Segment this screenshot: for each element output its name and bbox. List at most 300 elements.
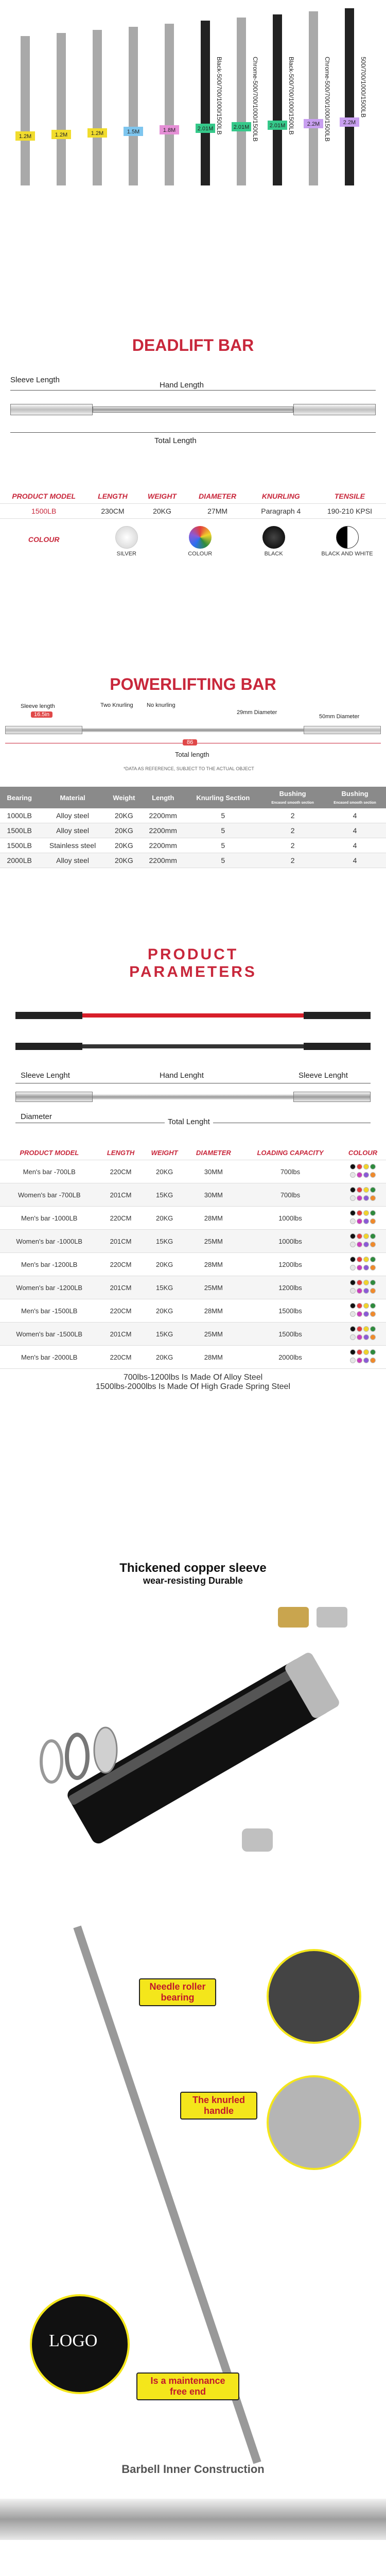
pl-row-1-material: Alloy steel bbox=[56, 811, 89, 820]
swatch-black-white bbox=[319, 526, 376, 557]
params-colour-dots bbox=[340, 1323, 386, 1346]
params-cell: 28MM bbox=[204, 1260, 223, 1268]
pl-head-length: Length bbox=[142, 787, 184, 808]
params-table-body bbox=[0, 1160, 386, 1369]
deadlift-diagram bbox=[0, 355, 386, 484]
deadlift-head-weight: WEIGHT bbox=[147, 492, 177, 500]
swatch-colour-label: COLOUR bbox=[188, 551, 213, 557]
pl-row-3-material: Stainless steel bbox=[49, 841, 96, 850]
colour-dot bbox=[363, 1164, 369, 1170]
params-row bbox=[0, 1230, 386, 1253]
colour-dot bbox=[357, 1358, 362, 1363]
deadlift-total-length: Total Length bbox=[154, 436, 197, 445]
swatch-silver bbox=[98, 526, 155, 557]
hero-bar-shaft bbox=[345, 8, 354, 185]
colour-dot bbox=[363, 1303, 369, 1309]
colour-dot bbox=[363, 1210, 369, 1216]
snap-ring-icon bbox=[41, 1741, 62, 1782]
params-row bbox=[0, 1160, 386, 1183]
params-cell: 220CM bbox=[110, 1353, 132, 1361]
swatch-black-white-label: BLACK AND WHITE bbox=[321, 551, 373, 557]
colour-dot bbox=[370, 1242, 376, 1247]
params-footnote-2: 1500lbs-2000lbs Is Made Of High Grade Spring Steel bbox=[96, 1382, 290, 1391]
hero-bars-graphic bbox=[0, 0, 386, 216]
params-cell: 201CM bbox=[99, 1323, 143, 1346]
params-colour-dots bbox=[340, 1207, 386, 1230]
params-cell: 20KG bbox=[156, 1353, 173, 1361]
pl-diameter-29: 29mm Diameter bbox=[237, 709, 277, 716]
params-cell: 700lbs bbox=[241, 1183, 340, 1207]
hero-bar-label: 1.2M bbox=[91, 130, 104, 137]
colour-dot bbox=[357, 1334, 362, 1340]
pl-row-4-bushing-b: 4 bbox=[324, 853, 386, 868]
params-cell: 1000lbs bbox=[278, 1214, 302, 1222]
hero-bar-label: 1.8M bbox=[163, 127, 176, 133]
colour-dot bbox=[357, 1303, 362, 1309]
params-head-length: LENGTH bbox=[107, 1149, 135, 1157]
pl-head-bushing-2-sub: Encased smooth section bbox=[334, 801, 376, 805]
params-colour-dots bbox=[340, 1299, 386, 1323]
params-cell: 25MM bbox=[186, 1323, 241, 1346]
pl-row-2-bushing-b: 4 bbox=[324, 823, 386, 838]
params-cell: 20KG bbox=[156, 1167, 173, 1176]
colour-dot bbox=[350, 1326, 356, 1332]
pl-row-4-bearing: 2000LB bbox=[0, 853, 39, 868]
colour-dot bbox=[350, 1303, 356, 1309]
colour-dot bbox=[357, 1311, 362, 1317]
pl-sleeve-length: Sleeve length bbox=[21, 703, 55, 709]
colour-dot bbox=[350, 1358, 356, 1363]
params-colour-dots bbox=[340, 1253, 386, 1276]
colour-dot bbox=[357, 1210, 362, 1216]
colour-dot bbox=[370, 1349, 376, 1355]
params-colour-dots bbox=[340, 1160, 386, 1183]
sleeve-title-1: Thickened copper sleeve bbox=[119, 1561, 267, 1575]
hero-bar bbox=[124, 27, 143, 185]
powerlifting-diagram bbox=[0, 694, 386, 787]
colour-dot bbox=[370, 1326, 376, 1332]
params-cell: 20KG bbox=[156, 1214, 173, 1222]
hero-bar-shaft bbox=[237, 18, 246, 185]
colour-dot bbox=[350, 1349, 356, 1355]
hero-vertical-text: Chrome-500/700/1000/1500LB bbox=[252, 57, 259, 142]
colour-dot bbox=[363, 1311, 369, 1317]
pl-row-3-knurling: 5 bbox=[221, 841, 225, 850]
colour-dot bbox=[350, 1334, 356, 1340]
callout-knurl: The knurled handle bbox=[180, 2092, 257, 2120]
deadlift-total-line bbox=[10, 432, 376, 433]
hero-bar-shaft bbox=[21, 36, 30, 185]
colour-dot bbox=[350, 1187, 356, 1193]
steel-ring-icon bbox=[317, 1607, 347, 1628]
colour-dot bbox=[357, 1242, 362, 1247]
deadlift-cell-weight: 20KG bbox=[153, 507, 171, 515]
colour-dot bbox=[370, 1257, 376, 1262]
colour-dot bbox=[370, 1187, 376, 1193]
params-cell: 2000lbs bbox=[278, 1353, 302, 1361]
hero-bar bbox=[87, 30, 107, 185]
swatch-black-label: BLACK bbox=[264, 551, 283, 557]
hero-bar-label: 1.5M bbox=[127, 129, 140, 135]
colour-dot bbox=[363, 1280, 369, 1285]
callout-bearing: Needle roller bearing bbox=[139, 1978, 216, 2006]
pl-row-2-knurling: 5 bbox=[184, 823, 261, 838]
logo-text: LOGO bbox=[49, 2331, 98, 2350]
deadlift-section bbox=[0, 330, 386, 670]
pl-no-knurling: No knurling bbox=[147, 702, 176, 708]
params-cell: 15KG bbox=[143, 1276, 186, 1299]
deadlift-head-diameter: DIAMETER bbox=[199, 492, 237, 500]
colour-dot bbox=[357, 1280, 362, 1285]
colour-dot bbox=[350, 1280, 356, 1285]
params-cell: 30MM bbox=[204, 1167, 223, 1176]
pl-row-4-knurling: 5 bbox=[184, 853, 261, 868]
pl-row-2-length: 2200mm bbox=[142, 823, 184, 838]
pl-head-bushing-2-label: Bushing bbox=[341, 790, 369, 798]
pl-head-material: Material bbox=[39, 787, 106, 808]
bearing-zoom-circle bbox=[268, 1950, 360, 2043]
hero-bar bbox=[232, 18, 251, 185]
hero-bar-shaft bbox=[57, 33, 66, 185]
pl-head-bearing: Bearing bbox=[0, 787, 39, 808]
deadlift-head-length: LENGTH bbox=[98, 492, 128, 500]
hero-bar-label: 2.01M bbox=[233, 124, 250, 130]
powerlifting-table bbox=[0, 787, 386, 868]
params-cell: 201CM bbox=[99, 1183, 143, 1207]
colour-dot bbox=[363, 1233, 369, 1239]
pl-note: *DATA AS REFERENCE, SUBJECT TO THE ACTUAL OBJECT bbox=[124, 766, 254, 771]
pl-row-1 bbox=[0, 808, 386, 823]
colour-dot bbox=[357, 1218, 362, 1224]
hero-bar-shaft bbox=[309, 11, 318, 185]
params-row bbox=[0, 1346, 386, 1369]
half-bushing-icon bbox=[242, 1828, 273, 1852]
deadlift-head-knurling: KNURLING bbox=[261, 492, 300, 500]
pl-row-1-bushing-a: 2 bbox=[290, 811, 295, 820]
params-head-capacity: LOADING CAPACITY bbox=[257, 1149, 324, 1157]
colour-dot bbox=[350, 1257, 356, 1262]
hero-bar-label: 2.2M bbox=[343, 120, 356, 126]
params-cell: 700lbs bbox=[280, 1167, 301, 1176]
colour-dot bbox=[357, 1187, 362, 1193]
pl-row-2-bushing-a: 2 bbox=[261, 823, 324, 838]
params-row bbox=[0, 1183, 386, 1207]
colour-dot bbox=[370, 1233, 376, 1239]
pl-total-value: 86 bbox=[183, 739, 197, 745]
params-cell: 201CM bbox=[99, 1276, 143, 1299]
colour-dot bbox=[363, 1358, 369, 1363]
colour-dot bbox=[357, 1257, 362, 1262]
hero-bar-label: 2.01M bbox=[269, 123, 286, 129]
swatch-black bbox=[245, 526, 302, 557]
params-row bbox=[0, 1323, 386, 1346]
colour-dot bbox=[370, 1265, 376, 1270]
colour-dot bbox=[363, 1195, 369, 1201]
hero-vertical-text: 500/700/1000/1500LB bbox=[360, 57, 367, 118]
params-cell: 28MM bbox=[204, 1353, 223, 1361]
params-colour-dots bbox=[340, 1230, 386, 1253]
params-colour-dots bbox=[340, 1346, 386, 1369]
sleeve-exploded-graphic bbox=[0, 1586, 386, 1875]
colour-dot bbox=[370, 1303, 376, 1309]
hero-bar-label: 1.2M bbox=[19, 133, 32, 140]
params-cell: 1500lbs bbox=[241, 1323, 340, 1346]
params-cell: 20KG bbox=[156, 1260, 173, 1268]
params-cell: Women's bar -1000LB bbox=[0, 1230, 99, 1253]
deadlift-cell-knurling: Paragraph 4 bbox=[261, 507, 301, 515]
hero-bar bbox=[304, 11, 323, 185]
deadlift-hand-length: Hand Length bbox=[160, 381, 204, 389]
construction-caption: Barbell Inner Construction bbox=[121, 2463, 265, 2476]
pl-row-3 bbox=[0, 838, 386, 853]
colour-dot bbox=[350, 1233, 356, 1239]
pl-bar-graphic bbox=[5, 726, 381, 734]
params-cell: 20KG bbox=[156, 1307, 173, 1315]
pl-head-weight: Weight bbox=[107, 787, 142, 808]
pl-row-4 bbox=[0, 853, 386, 868]
deadlift-cell-length: 230CM bbox=[101, 507, 125, 515]
colour-dot bbox=[370, 1172, 376, 1178]
deadlift-head-model: PRODUCT MODEL bbox=[12, 492, 76, 500]
powerlifting-section bbox=[0, 670, 386, 938]
deadlift-head-tensile: TENSILE bbox=[334, 492, 365, 500]
colour-dot bbox=[363, 1257, 369, 1262]
params-bar-chrome bbox=[15, 1092, 371, 1102]
pl-row-4-bushing-a: 2 bbox=[261, 853, 324, 868]
colour-dot bbox=[357, 1164, 362, 1170]
params-footnote-1: 700lbs-1200lbs Is Made Of Alloy Steel bbox=[123, 1373, 263, 1382]
params-cell: 28MM bbox=[204, 1214, 223, 1222]
pl-row-1-bushing-b: 4 bbox=[353, 811, 357, 820]
pl-row-2-bearing: 1500LB bbox=[0, 823, 39, 838]
params-cell: 220CM bbox=[110, 1260, 132, 1268]
params-cell: 220CM bbox=[110, 1167, 132, 1176]
params-cell: 15KG bbox=[143, 1323, 186, 1346]
colour-dot bbox=[357, 1288, 362, 1294]
colour-dot bbox=[370, 1311, 376, 1317]
deadlift-cell-model: 1500LB bbox=[31, 507, 57, 515]
deadlift-title: DEADLIFT BAR bbox=[132, 336, 254, 354]
colour-dot bbox=[350, 1242, 356, 1247]
colour-dot bbox=[350, 1172, 356, 1178]
deadlift-cell-diameter: 27MM bbox=[207, 507, 228, 515]
swatch-colour bbox=[172, 526, 229, 557]
hero-bar bbox=[15, 36, 35, 185]
params-cell: 1200lbs bbox=[241, 1276, 340, 1299]
colour-dot bbox=[357, 1265, 362, 1270]
params-hand: Hand Lenght bbox=[160, 1071, 204, 1080]
params-cell: 220CM bbox=[110, 1307, 132, 1315]
params-head-model: PRODUCT MODEL bbox=[20, 1149, 79, 1157]
swatch-silver-label: SILVER bbox=[116, 551, 136, 557]
knurl-zoom-circle bbox=[268, 2076, 360, 2169]
colour-dot bbox=[350, 1265, 356, 1270]
deadlift-bar-graphic bbox=[10, 404, 376, 415]
params-head-weight: WEIGHT bbox=[151, 1149, 178, 1157]
pl-row-2-material: Alloy steel bbox=[39, 823, 106, 838]
params-cell: 220CM bbox=[110, 1214, 132, 1222]
params-cell: 15KG bbox=[143, 1230, 186, 1253]
pl-row-3-length: 2200mm bbox=[149, 841, 177, 850]
colour-dot bbox=[357, 1349, 362, 1355]
powerlifting-title: POWERLIFTING BAR bbox=[110, 675, 276, 693]
sleeve-section bbox=[0, 1546, 386, 1896]
colour-dot bbox=[363, 1187, 369, 1193]
colour-dot bbox=[363, 1242, 369, 1247]
hero-bar-shaft bbox=[129, 27, 138, 185]
colour-dot bbox=[370, 1195, 376, 1201]
deadlift-colour-swatches bbox=[87, 519, 386, 561]
pl-row-3-bushing-a: 2 bbox=[290, 841, 295, 850]
pl-row-1-knurling: 5 bbox=[221, 811, 225, 820]
pl-head-bushing-1 bbox=[261, 787, 324, 808]
pl-row-3-bearing: 1500LB bbox=[7, 841, 32, 850]
colour-dot bbox=[363, 1172, 369, 1178]
pl-row-1-length: 2200mm bbox=[149, 811, 177, 820]
deadlift-sleeve-length: Sleeve Length bbox=[10, 376, 60, 384]
colour-dot bbox=[357, 1326, 362, 1332]
hero-bar bbox=[160, 24, 179, 185]
params-head-diameter: DIAMETER bbox=[196, 1149, 231, 1157]
pl-head-knurling: Knurling Section bbox=[184, 787, 261, 808]
colour-dot bbox=[370, 1164, 376, 1170]
washer-icon bbox=[67, 1735, 87, 1778]
colour-dot bbox=[370, 1280, 376, 1285]
params-row bbox=[0, 1207, 386, 1230]
sleeve-title-2: wear-resisting Durable bbox=[143, 1575, 243, 1586]
hero-bar-shaft bbox=[93, 30, 102, 185]
colour-dot bbox=[350, 1218, 356, 1224]
hero-bar-label: 2.2M bbox=[307, 121, 320, 127]
colour-dot bbox=[363, 1334, 369, 1340]
hero-bar-label: 1.2M bbox=[55, 132, 68, 138]
deadlift-table bbox=[0, 489, 386, 560]
params-bar-red bbox=[15, 1012, 371, 1019]
params-cell: 15KG bbox=[143, 1183, 186, 1207]
params-title-2: PARAMETERS bbox=[129, 963, 257, 980]
colour-dot bbox=[363, 1326, 369, 1332]
copper-ring-icon bbox=[278, 1607, 309, 1628]
hero-vertical-text: Chrome-500/700/1000/1500LB bbox=[324, 57, 331, 142]
pl-row-3-weight: 20KG bbox=[114, 841, 133, 850]
params-cell: Women's bar -1500LB bbox=[0, 1323, 99, 1346]
params-cell: 28MM bbox=[204, 1307, 223, 1315]
colour-dot bbox=[350, 1164, 356, 1170]
params-cell: 25MM bbox=[186, 1230, 241, 1253]
pl-head-bushing-1-label: Bushing bbox=[279, 790, 306, 798]
colour-dot bbox=[363, 1265, 369, 1270]
bushing-icon bbox=[94, 1727, 117, 1773]
colour-dot bbox=[350, 1195, 356, 1201]
hero-vertical-text: Black-500/700/1000/1500LB bbox=[216, 57, 223, 135]
pl-row-1-bearing: 1000LB bbox=[7, 811, 32, 820]
params-cell: Women's bar -1200LB bbox=[0, 1276, 99, 1299]
pl-total-length: Total length bbox=[175, 751, 209, 758]
colour-dot bbox=[350, 1210, 356, 1216]
params-sleeve-left: Sleeve Lenght bbox=[21, 1071, 70, 1080]
params-bar-black bbox=[15, 1043, 371, 1050]
pl-row-2 bbox=[0, 823, 386, 838]
callout-maintenance: Is a maintenance free end bbox=[136, 2372, 239, 2400]
colour-dot bbox=[357, 1195, 362, 1201]
hero-bar-shaft bbox=[201, 21, 210, 185]
hero-bar bbox=[196, 21, 215, 185]
params-cell: Men's bar -700LB bbox=[23, 1167, 76, 1176]
params-cell: Men's bar -2000LB bbox=[21, 1353, 78, 1361]
colour-dot bbox=[370, 1218, 376, 1224]
colour-dot bbox=[350, 1288, 356, 1294]
colour-dot bbox=[363, 1218, 369, 1224]
pl-row-4-length: 2200mm bbox=[142, 853, 184, 868]
pl-two-knurling: Two Knurling bbox=[100, 702, 133, 708]
hero-bar-shaft bbox=[273, 14, 282, 185]
pl-row-4-weight: 20KG bbox=[107, 853, 142, 868]
params-colour-dots bbox=[340, 1183, 386, 1207]
params-colour-dots bbox=[340, 1276, 386, 1299]
hero-bar bbox=[340, 8, 359, 185]
params-cell: 1000lbs bbox=[241, 1230, 340, 1253]
pl-row-2-weight: 20KG bbox=[107, 823, 142, 838]
colour-dot bbox=[363, 1288, 369, 1294]
pl-sleeve-value: 16.5in bbox=[31, 711, 52, 718]
colour-dot bbox=[357, 1172, 362, 1178]
params-row bbox=[0, 1276, 386, 1299]
params-diameter: Diameter bbox=[21, 1112, 52, 1121]
params-diagram bbox=[0, 981, 386, 1146]
params-cell: Women's bar -700LB bbox=[0, 1183, 99, 1207]
hero-bars bbox=[0, 0, 386, 216]
params-cell: Men's bar -1500LB bbox=[21, 1307, 78, 1315]
params-row bbox=[0, 1253, 386, 1276]
bottom-bar-graphic bbox=[0, 2499, 386, 2540]
params-cell: 201CM bbox=[99, 1230, 143, 1253]
hero-bar bbox=[51, 33, 71, 185]
colour-dot bbox=[357, 1233, 362, 1239]
deadlift-colour-label: COLOUR bbox=[28, 535, 60, 544]
deadlift-cell-tensile: 190-210 KPSI bbox=[327, 507, 372, 515]
hero-bar bbox=[268, 14, 287, 185]
params-cell: 1500lbs bbox=[278, 1307, 302, 1315]
colour-dot bbox=[363, 1349, 369, 1355]
colour-dot bbox=[370, 1288, 376, 1294]
params-sleeve-right: Sleeve Lenght bbox=[299, 1071, 348, 1080]
params-cell: Men's bar -1000LB bbox=[21, 1214, 78, 1222]
params-head-colour: COLOUR bbox=[348, 1149, 378, 1157]
colour-dot bbox=[370, 1358, 376, 1363]
hero-bar-label: 2.01M bbox=[197, 126, 214, 132]
params-cell: Men's bar -1200LB bbox=[21, 1260, 78, 1268]
pl-row-4-material: Alloy steel bbox=[39, 853, 106, 868]
params-cell: 1200lbs bbox=[278, 1260, 302, 1268]
colour-dot bbox=[370, 1210, 376, 1216]
params-table bbox=[0, 1146, 386, 1369]
pl-row-1-weight: 20KG bbox=[114, 811, 133, 820]
pl-diameter-50: 50mm Diameter bbox=[319, 714, 360, 720]
deadlift-dim-line bbox=[10, 390, 376, 391]
params-row bbox=[0, 1299, 386, 1323]
params-section bbox=[0, 943, 386, 1535]
pl-head-bushing-1-sub: Encased smooth section bbox=[271, 801, 314, 805]
pl-head-bushing-2 bbox=[324, 787, 386, 808]
params-cell: 30MM bbox=[186, 1183, 241, 1207]
hero-vertical-text: Black-500/700/1000/1500LB bbox=[288, 57, 295, 135]
params-title-1: PRODUCT bbox=[147, 946, 239, 963]
colour-dot bbox=[370, 1334, 376, 1340]
hero-bar-shaft bbox=[165, 24, 174, 185]
pl-row-3-bushing-b: 4 bbox=[353, 841, 357, 850]
colour-dot bbox=[350, 1311, 356, 1317]
params-cell: 25MM bbox=[186, 1276, 241, 1299]
